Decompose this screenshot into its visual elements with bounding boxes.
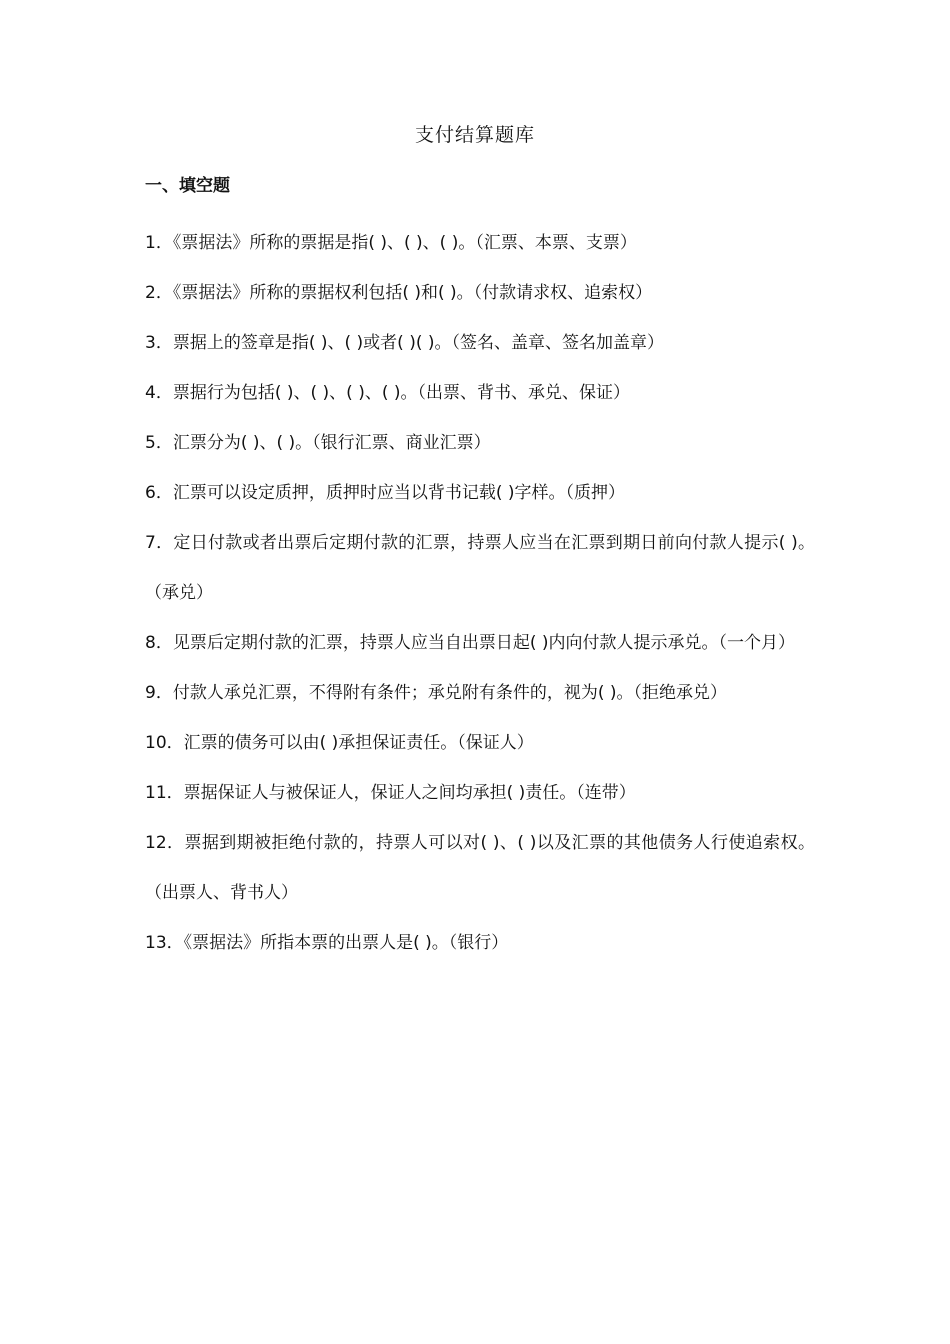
- question-item: 8．见票后定期付款的汇票，持票人应当自出票日起( )内向付款人提示承兑。（一个月）: [145, 633, 795, 653]
- question-item: 12．票据到期被拒绝付款的，持票人可以对( )、( )以及汇票的其他债务人行使追索权。（出票人、背书人）: [145, 833, 815, 903]
- question-item: 6．汇票可以设定质押，质押时应当以背书记载( )字样。（质押）: [145, 483, 625, 503]
- question-item: 1．《票据法》所称的票据是指( )、( )、( )。（汇票、本票、支票）: [145, 233, 637, 253]
- section-heading: 一、填空题: [145, 176, 230, 196]
- question-item: 5．汇票分为( )、( )。（银行汇票、商业汇票）: [145, 433, 491, 453]
- question-item: 4．票据行为包括( )、( )、( )、( )。（出票、背书、承兑、保证）: [145, 383, 630, 403]
- question-item: 10．汇票的债务可以由( )承担保证责任。（保证人）: [145, 733, 534, 753]
- question-item: 2．《票据法》所称的票据权利包括( )和( )。（付款请求权、追索权）: [145, 283, 653, 303]
- question-item: 13．《票据法》所指本票的出票人是( )。（银行）: [145, 933, 509, 953]
- question-item: 7．定日付款或者出票后定期付款的汇票，持票人应当在汇票到期日前向付款人提示( )。（承兑）: [145, 533, 815, 603]
- question-item: 11．票据保证人与被保证人，保证人之间均承担( )责任。（连带）: [145, 783, 636, 803]
- document-title: 支付结算题库: [414, 124, 535, 146]
- question-item: 9．付款人承兑汇票，不得附有条件；承兑附有条件的，视为( )。（拒绝承兑）: [145, 683, 727, 703]
- question-list: [145, 218, 815, 968]
- question-item: 3．票据上的签章是指( )、( )或者( )( )。（签名、盖章、签名加盖章）: [145, 333, 664, 353]
